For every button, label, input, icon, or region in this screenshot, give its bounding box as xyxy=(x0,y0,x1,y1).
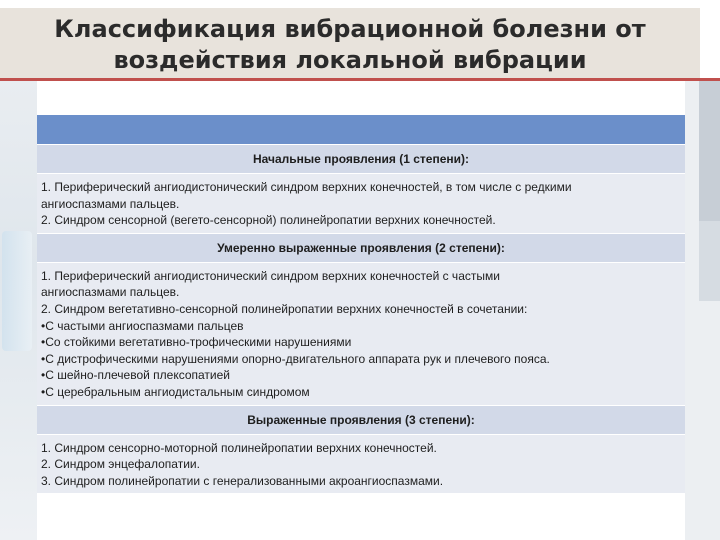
body-line: •Со стойкими вегетативно-трофическими нарушениями xyxy=(41,335,352,350)
body-line: ангиоспазмами пальцев. xyxy=(41,285,180,300)
decorative-strip-lower xyxy=(699,221,720,301)
body-line: •С шейно-плечевой плексопатией xyxy=(41,368,231,383)
body-line: 2. Синдром вегетативно-сенсорной полинейропатии верхних конечностей в сочетании: xyxy=(41,301,528,316)
decorative-glass-image xyxy=(2,231,32,351)
section-body-stage-3 xyxy=(37,434,685,494)
body-line: 2. Синдром энцефалопатии. xyxy=(41,457,200,472)
slide-title-line-1: Классификация вибрационной болезни от xyxy=(54,15,646,43)
section-body-stage-2 xyxy=(37,262,685,405)
body-line: 3. Синдром полинейропатии с генерализованными акроангиоспазмами. xyxy=(41,473,444,488)
left-background-panel xyxy=(0,81,37,540)
body-line: 1. Синдром сенсорно-моторной полинейропатии верхних конечностей. xyxy=(41,440,437,455)
section-heading-stage-3: Выраженные проявления (3 степени): xyxy=(37,405,685,434)
section-heading-row xyxy=(37,145,685,174)
section-body-stage-1 xyxy=(37,174,685,234)
section-heading-row xyxy=(37,405,685,434)
body-line: 2. Синдром сенсорной (вегето-сенсорной) полинейропатии верхних конечностей. xyxy=(41,213,496,228)
section-body-row xyxy=(37,262,685,405)
right-background-panel xyxy=(685,81,720,540)
section-body-row xyxy=(37,174,685,234)
table-header-row xyxy=(37,115,685,145)
title-divider xyxy=(0,78,720,81)
slide-title-line-2: воздействия локальной вибрации xyxy=(113,46,587,74)
slide-title xyxy=(0,14,700,76)
decorative-strip xyxy=(699,81,720,221)
body-line: •С частыми ангиоспазмами пальцев xyxy=(41,318,244,333)
section-heading-stage-2: Умеренно выраженные проявления (2 степени): xyxy=(37,233,685,262)
body-line: •С церебральным ангиодистальным синдромом xyxy=(41,384,310,399)
section-heading-row xyxy=(37,233,685,262)
section-heading-stage-1: Начальные проявления (1 степени): xyxy=(37,145,685,174)
body-line: 1. Периферический ангиодистонический синдром верхних конечностей, в том числе с редкими xyxy=(41,180,572,194)
body-line: ангиоспазмами пальцев. xyxy=(41,196,180,211)
section-body-row xyxy=(37,434,685,494)
classification-table xyxy=(37,115,685,494)
body-line: •С дистрофическими нарушениями опорно-двигательного аппарата рук и плечевого пояса. xyxy=(41,351,550,366)
table-header-cell xyxy=(37,115,685,145)
body-line: 1. Периферический ангиодистонический синдром верхних конечностей с частыми xyxy=(41,268,500,283)
